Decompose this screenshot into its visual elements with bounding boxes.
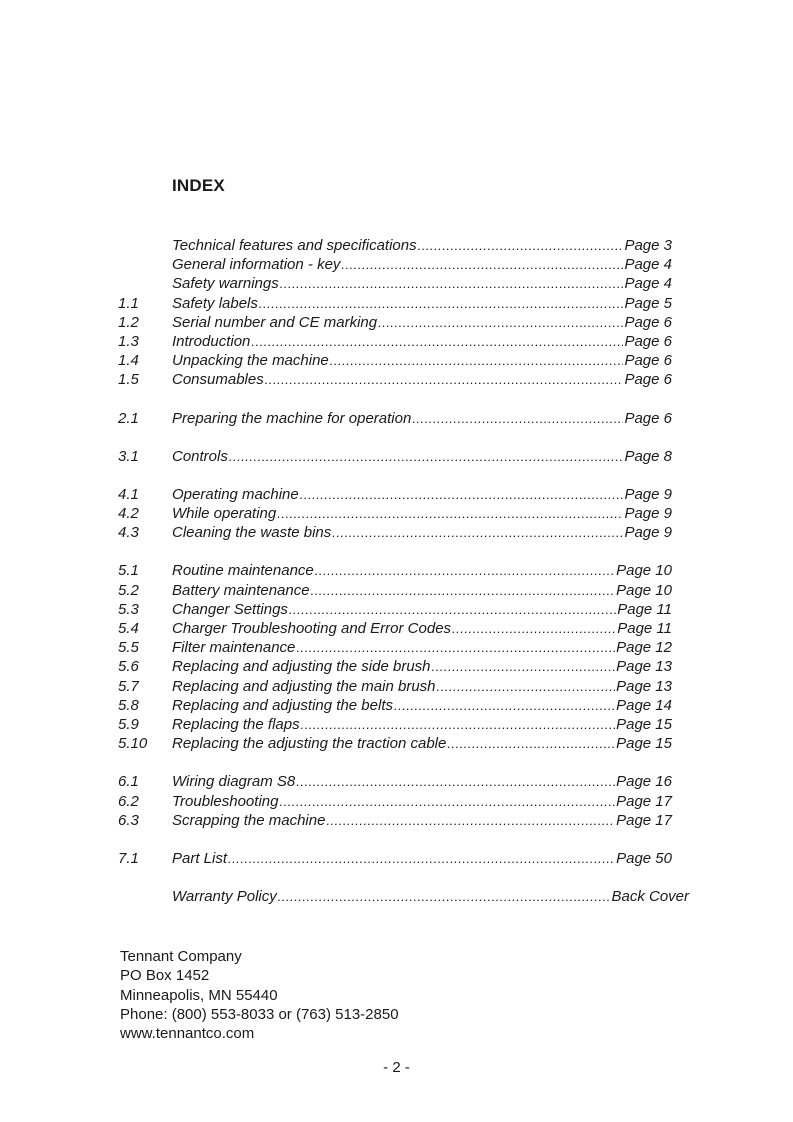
toc-row[interactable] [0,600,793,619]
section-number: 4.3 [118,524,139,542]
toc-entry [172,485,672,504]
section-title: Replacing and adjusting the belts [172,696,393,714]
dot-leader [437,677,616,696]
dot-leader [280,274,624,293]
dot-leader [296,638,615,657]
toc-entry [172,581,672,600]
toc-group [0,236,793,390]
dot-leader [228,849,615,868]
section-number: 1.5 [118,371,139,389]
toc-row[interactable] [0,734,793,753]
toc-group [0,561,793,753]
po-box: PO Box 1452 [120,967,210,985]
toc-row[interactable] [0,581,793,600]
page-reference: Page 16 [616,773,672,791]
section-title: Safety warnings [172,275,279,293]
toc-entry [172,561,672,580]
toc-group [0,447,793,466]
section-number: 1.2 [118,313,139,331]
dot-leader [229,447,624,466]
toc-group [0,849,793,868]
section-title: Introduction [172,332,251,350]
section-number: 4.1 [118,485,139,503]
dot-leader [301,715,616,734]
dot-leader [315,561,615,580]
section-number: 5.1 [118,562,139,580]
toc-entry [172,715,672,734]
page-reference: Page 5 [624,294,672,312]
page-reference: Page 6 [624,352,672,370]
toc-group [0,485,793,543]
section-number: 5.5 [118,639,139,657]
toc-group [0,409,793,428]
page-reference: Page 13 [616,677,672,695]
toc-row[interactable] [0,255,793,274]
section-title: While operating [172,505,277,523]
section-title: Wiring diagram S8 [172,773,296,791]
toc-entry [172,638,672,657]
dot-leader [251,332,623,351]
page-title: INDEX [172,176,225,195]
toc-entry [172,523,672,542]
toc-group [0,772,793,830]
toc-entry [172,409,672,428]
toc-entry [172,734,672,753]
page-reference: Back Cover [611,888,689,906]
section-number: 2.1 [118,409,139,427]
section-title: Replacing the adjusting the traction cable [172,735,447,753]
section-title: Replacing and adjusting the main brush [172,677,436,695]
toc-entry [172,887,689,906]
toc-row[interactable] [0,294,793,313]
dot-leader [311,581,616,600]
section-title: Routine maintenance [172,562,314,580]
page-reference: Page 10 [616,581,672,599]
page-reference: Page 10 [616,562,672,580]
section-title: Consumables [172,371,264,389]
toc-row[interactable] [0,523,793,542]
section-number: 1.1 [118,294,139,312]
toc-row[interactable] [0,332,793,351]
city-line: Minneapolis, MN 55440 [120,986,278,1004]
toc-entry [172,370,672,389]
website-link[interactable]: www.tennantco.com [120,1025,255,1043]
toc-row[interactable] [0,657,793,676]
toc-entry [172,811,672,830]
section-title: Changer Settings [172,600,288,618]
dot-leader [277,504,623,523]
page-reference: Page 15 [616,735,672,753]
toc-row[interactable] [0,504,793,523]
page-reference: Page 9 [624,505,672,523]
section-title: Warranty Policy [172,888,277,906]
page-reference: Page 50 [616,849,672,867]
phone-line: Phone: (800) 553-8033 or (763) 513-2850 [120,1005,399,1023]
page-reference: Page 17 [616,792,672,810]
section-number: 6.1 [118,773,139,791]
section-number: 7.1 [118,849,139,867]
section-title: Part List [172,849,228,867]
toc-row[interactable] [0,409,793,428]
dot-leader [326,811,615,830]
page-reference: Page 4 [624,275,672,293]
section-number: 1.3 [118,332,139,350]
toc-entry [172,849,672,868]
section-title: Replacing the flaps [172,715,300,733]
toc-row[interactable] [0,696,793,715]
toc-row[interactable] [0,849,793,868]
page-reference: Page 11 [617,600,672,618]
toc-entry [172,696,672,715]
dot-leader [300,485,624,504]
page-reference: Page 6 [624,409,672,427]
toc-row[interactable] [0,619,793,638]
toc-row[interactable] [0,561,793,580]
section-number: 5.8 [118,696,139,714]
dot-leader [378,313,623,332]
dot-leader [394,696,615,715]
toc-entry [172,332,672,351]
section-number: 3.1 [118,447,139,465]
page-reference: Page 15 [616,715,672,733]
toc-entry [172,677,672,696]
page-reference: Page 8 [624,447,672,465]
toc-row[interactable] [0,485,793,504]
section-number: 1.4 [118,352,139,370]
toc-row[interactable] [0,887,793,906]
section-title: Troubleshooting [172,792,279,810]
toc-row[interactable] [0,236,793,255]
toc-row[interactable] [0,370,793,389]
dot-leader [330,351,624,370]
toc-entry [172,792,672,811]
section-number: 5.9 [118,715,139,733]
section-title: Scrapping the machine [172,811,326,829]
toc-entry [172,600,672,619]
page-reference: Page 6 [624,313,672,331]
section-title: Operating machine [172,485,299,503]
section-number: 5.6 [118,658,139,676]
dot-leader [412,409,623,428]
section-title: Filter maintenance [172,639,296,657]
toc-row[interactable] [0,677,793,696]
toc-row[interactable] [0,351,793,370]
dot-leader [418,236,624,255]
dot-leader [332,523,623,542]
page-reference: Page 14 [616,696,672,714]
section-number: 5.4 [118,620,139,637]
toc-entry [172,351,672,370]
company-address [120,947,399,1043]
page-number: - 2 - [383,1059,410,1076]
dot-leader [432,657,616,676]
page-reference: Page 4 [624,256,672,274]
dot-leader [278,887,611,906]
dot-leader [296,772,615,791]
dot-leader [452,619,616,638]
dot-leader [265,370,624,389]
toc-entry [172,255,672,274]
section-number: 6.2 [118,792,139,810]
page-reference: Page 6 [624,371,672,389]
toc-group [0,887,793,906]
toc-row[interactable] [0,274,793,293]
section-number: 6.3 [118,811,139,829]
section-title: Serial number and CE marking [172,313,378,331]
section-title: Charger Troubleshooting and Error Codes [172,620,452,637]
page-reference: Page 6 [624,332,672,350]
section-title: Preparing the machine for operation [172,409,412,427]
page-reference: Page 13 [616,658,672,676]
toc-entry [172,236,672,255]
section-number: 4.2 [118,505,139,523]
dot-leader [259,294,624,313]
toc-entry [172,504,672,523]
dot-leader [447,734,615,753]
section-number: 5.7 [118,677,139,695]
section-title: Battery maintenance [172,581,310,599]
page-reference: Page 11 [617,620,672,637]
toc-entry [172,274,672,293]
section-number: 5.3 [118,600,139,618]
toc-row[interactable] [0,447,793,466]
page-reference: Page 9 [624,485,672,503]
page-reference: Page 9 [624,524,672,542]
section-title: Technical features and specifications [172,237,417,254]
toc-row[interactable] [0,313,793,332]
dot-leader [341,255,623,274]
section-title: Safety labels [172,294,258,312]
page-reference: Page 17 [616,811,672,829]
toc-row[interactable] [0,638,793,657]
section-title: Unpacking the machine [172,352,329,370]
section-title: Controls [172,447,228,465]
toc-entry [172,772,672,791]
toc-entry [172,657,672,676]
page-reference: Page 3 [624,237,672,254]
company-name: Tennant Company [120,948,242,965]
table-of-contents [0,236,793,925]
toc-row[interactable] [0,792,793,811]
section-title: Replacing and adjusting the side brush [172,658,431,676]
section-number: 5.10 [118,735,148,753]
toc-entry [172,619,672,638]
toc-entry [172,313,672,332]
dot-leader [289,600,616,619]
dot-leader [279,792,615,811]
toc-row[interactable] [0,811,793,830]
section-title: General information - key [172,256,341,274]
toc-row[interactable] [0,772,793,791]
section-title: Cleaning the waste bins [172,524,332,542]
toc-row[interactable] [0,715,793,734]
page-reference: Page 12 [616,639,672,657]
toc-entry [172,447,672,466]
section-number: 5.2 [118,581,139,599]
toc-entry [172,294,672,313]
